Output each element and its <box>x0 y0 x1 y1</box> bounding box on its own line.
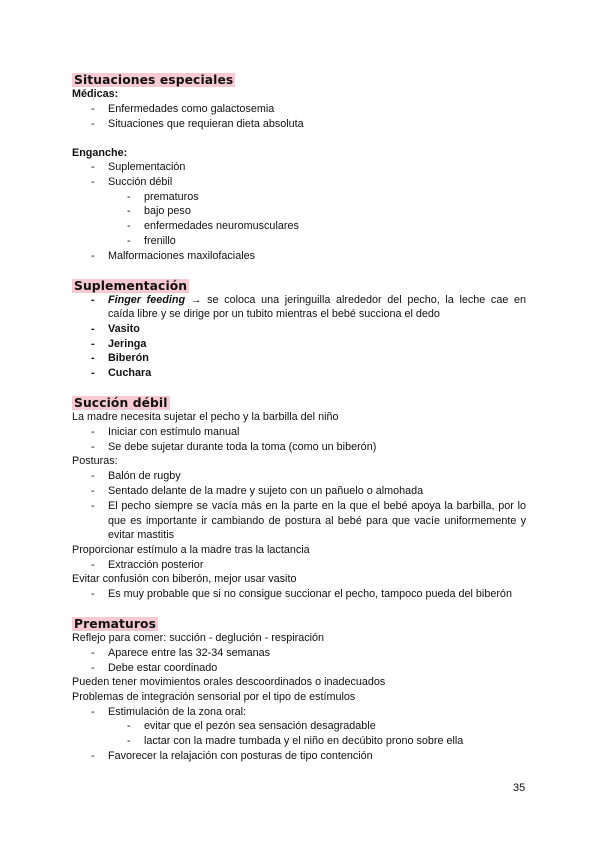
list-item: Balón de rugby <box>108 470 181 482</box>
bullet-dash: - <box>91 647 95 659</box>
list-item: Succión débil <box>108 176 173 188</box>
bullet-dash: - <box>91 426 95 438</box>
list-item: Se debe sujetar durante toda la toma (como un biberón) <box>108 441 377 453</box>
list-item: Iniciar con estímulo manual <box>108 426 240 438</box>
bullet-dash: - <box>91 706 95 718</box>
bullet-dash: - <box>91 367 95 379</box>
bullet-dash: - <box>127 720 131 732</box>
list-item: Vasito <box>108 323 140 335</box>
heading-prematuros: Prematuros <box>74 617 156 631</box>
list-item: Estimulación de la zona oral: <box>108 706 247 718</box>
list-item: Debe estar coordinado <box>108 662 218 674</box>
heading-suplementacion: Suplementación <box>74 279 188 293</box>
bullet-dash: - <box>91 103 95 115</box>
bullet-dash: - <box>91 176 95 188</box>
bullet-dash: - <box>91 485 95 497</box>
bullet-dash: - <box>91 294 95 306</box>
heading-situaciones-especiales: Situaciones especiales <box>74 73 234 87</box>
list-item: Biberón <box>108 352 149 364</box>
bullet-dash: - <box>91 559 95 571</box>
bullet-dash: - <box>91 470 95 482</box>
page-number: 35 <box>513 782 526 794</box>
list-item: Extracción posterior <box>108 559 204 571</box>
sub-list-item: bajo peso <box>144 205 191 217</box>
bullet-dash: - <box>91 662 95 674</box>
bullet-dash: - <box>91 338 95 350</box>
bullet-dash: - <box>91 161 95 173</box>
bullet-dash: - <box>91 750 95 762</box>
bullet-dash: - <box>91 352 95 364</box>
bullet-dash: - <box>127 205 131 217</box>
list-item: Favorecer la relajación con posturas de tipo contención <box>108 750 373 762</box>
sub-list-item: evitar que el pezón sea sensación desagradable <box>144 720 376 732</box>
list-item: Jeringa <box>108 338 147 350</box>
sub-list-item: enfermedades neuromusculares <box>144 220 299 232</box>
bullet-dash: - <box>127 220 131 232</box>
list-item-continued: evitar mastitis <box>108 529 174 541</box>
list-item: Cuchara <box>108 367 152 379</box>
list-item: Suplementación <box>108 161 186 173</box>
bullet-dash: - <box>127 191 131 203</box>
paragraph: Problemas de integración sensorial por el tipo de estímulos <box>72 691 356 703</box>
sub-list-item: prematuros <box>144 191 199 203</box>
paragraph: Reflejo para comer: succión - deglución - respiración <box>72 632 325 644</box>
sub-list-item: frenillo <box>144 235 176 247</box>
list-item: Aparece entre las 32-34 semanas <box>108 647 271 659</box>
heading-succion-debil: Succión débil <box>74 396 168 410</box>
paragraph: Pueden tener movimientos orales descoordinados o inadecuados <box>72 676 386 688</box>
paragraph: La madre necesita sujetar el pecho y la barbilla del niño <box>72 411 339 423</box>
finger-feeding-line-2: caída libre y se dirige por un tubito mientras el bebé succiona el dedo <box>108 308 440 320</box>
list-item: Enfermedades como galactosemia <box>108 103 275 115</box>
list-item: Situaciones que requieran dieta absoluta <box>108 118 304 130</box>
list-item: El pecho siempre se vacía más en la parte en la que el bebé apoya la barbilla, por lo <box>108 500 526 512</box>
posturas-label: Posturas: <box>72 455 118 467</box>
finger-feeding-line-1: Finger feeding → se coloca una jeringuilla alrededor del pecho, la leche cae en <box>108 294 527 306</box>
bullet-dash: - <box>91 441 95 453</box>
list-item-continued: que es importante ir cambiando de postura al bebé para que vacíe uniformemente y <box>108 515 526 527</box>
bullet-dash: - <box>127 235 131 247</box>
bullet-dash: - <box>91 500 95 512</box>
bullet-dash: - <box>91 588 95 600</box>
bullet-dash: - <box>91 323 95 335</box>
paragraph: Proporcionar estímulo a la madre tras la lactancia <box>72 544 310 556</box>
paragraph: Evitar confusión con biberón, mejor usar vasito <box>72 573 297 585</box>
finger-feeding-term: Finger feeding <box>108 294 186 306</box>
bullet-dash: - <box>91 118 95 130</box>
list-item: Malformaciones maxilofaciales <box>108 250 256 262</box>
sub-list-item: lactar con la madre tumbada y el niño en decúbito prono sobre ella <box>144 735 464 747</box>
enganche-label: Enganche: <box>72 147 128 159</box>
list-item: Es muy probable que si no consigue succionar el pecho, tampoco pueda del biberón <box>108 588 512 600</box>
bullet-dash: - <box>127 735 131 747</box>
bullet-dash: - <box>91 250 95 262</box>
list-item: Sentado delante de la madre y sujeto con un pañuelo o almohada <box>108 485 424 497</box>
medicas-label: Médicas: <box>72 88 119 100</box>
